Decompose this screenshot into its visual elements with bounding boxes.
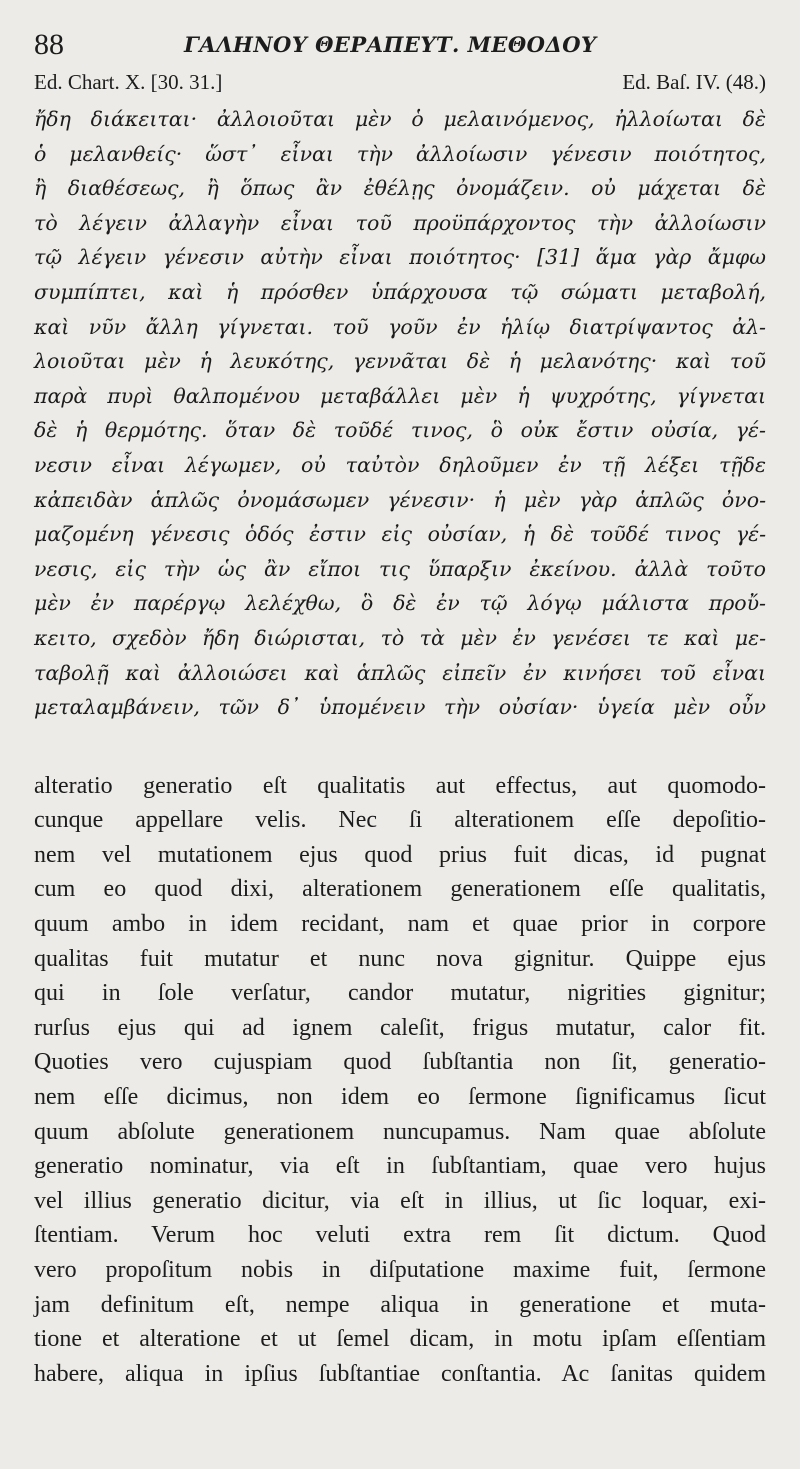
latin-line: cunque appellare velis. Nec ſi alterationem eſſe depoſitio- <box>34 807 766 834</box>
greek-line: τῷ λέγειν γένεσιν αὐτὴν εἶναι ποιότητος· [31] ἅμα γὰρ ἄμφω <box>34 245 766 270</box>
latin-line: nem vel mutationem ejus quod prius fuit dicas, id pugnat <box>34 841 766 868</box>
latin-line: nem eſſe dicimus, non idem eo ſermone ſignificamus ſicut <box>34 1084 766 1111</box>
latin-line: habere, aliqua in ipſius ſubſtantiae conſtantia. Ac ſanitas quidem <box>34 1360 766 1387</box>
section-gap <box>34 725 766 769</box>
latin-line: alteratio generatio eſt qualitatis aut effectus, aut quomodo- <box>34 772 766 799</box>
latin-text-block <box>34 769 766 1392</box>
latin-line: cum eo quod dixi, alterationem generationem eſſe qualitatis, <box>34 876 766 903</box>
latin-line: ſtentiam. Verum hoc veluti extra rem ſit dictum. Quod <box>34 1222 766 1249</box>
greek-line: ἢ διαθέσεως, ἢ ὅπως ἂν ἐθέλῃς ὀνομάζειν. οὐ μάχεται δὲ <box>34 176 766 201</box>
running-title: ΓΑΛΗΝΟΥ ΘΕΡΑΠΕΥΤ. ΜΕΘΟΔΟΥ <box>184 32 597 57</box>
latin-line: quum abſolute generationem nuncupamus. Nam quae abſolute <box>34 1118 766 1145</box>
greek-line: ἤδη διάκειται· ἀλλοιοῦται μὲν ὁ μελαινόμενος, ἠλλοίωται δὲ <box>34 107 766 131</box>
greek-line: ταβολῇ καὶ ἀλλοιώσει καὶ ἁπλῶς εἰπεῖν ἐν κινήσει τοῦ εἶναι <box>34 660 766 685</box>
greek-line: νεσιν εἶναι λέγωμεν, οὐ ταὐτὸν δηλοῦμεν ἐν τῇ λέξει τῇδε <box>34 452 766 477</box>
edition-reference-line <box>34 68 766 98</box>
latin-line: rurſus ejus qui ad ignem caleſit, frigus mutatur, calor fit. <box>34 1014 766 1041</box>
greek-line: μὲν ἐν παρέργῳ λελέχθω, ὃ δὲ ἐν τῷ λόγῳ μάλιστα προὔ- <box>34 591 766 616</box>
latin-line: generatio nominatur, via eſt in ſubſtantiam, quae vero hujus <box>34 1153 766 1180</box>
latin-line: vel illius generatio dicitur, via eſt in illius, ut ſic loquar, exi- <box>34 1187 766 1214</box>
greek-line: μεταλαμβάνειν, τῶν δ᾽ ὑπομένειν τὴν οὐσίαν· ὑγεία μὲν οὖν <box>34 695 766 720</box>
latin-line: vero propoſitum nobis in diſputatione maxime fuit, ſermone <box>34 1257 766 1283</box>
page-number: 88 <box>34 28 64 61</box>
edition-reference-left: Ed. Chart. X. [30. 31.] <box>34 70 223 94</box>
greek-line: λοιοῦται μὲν ἡ λευκότης, γεννᾶται δὲ ἡ μελανότης· καὶ τοῦ <box>34 349 766 374</box>
latin-line: tione et alteratione et ut ſemel dicam, in motu ipſam eſſentiam <box>34 1326 766 1353</box>
latin-line: Quoties vero cujuspiam quod ſubſtantia non ſit, generatio- <box>34 1049 766 1076</box>
latin-line: qui in ſole verſatur, candor mutatur, nigrities gignitur; <box>34 980 766 1007</box>
edition-reference-right: Ed. Baſ. IV. (48.) <box>622 70 766 94</box>
greek-line: κἀπειδὰν ἁπλῶς ὀνομάσωμεν γένεσιν· ἡ μὲν γὰρ ἁπλῶς ὀνο- <box>34 487 766 512</box>
greek-line: ὁ μελανθείς· ὥστ᾽ εἶναι τὴν ἀλλοίωσιν γένεσιν ποιότητος, <box>34 141 766 166</box>
greek-line: τὸ λέγειν ἀλλαγὴν εἶναι τοῦ προϋπάρχοντος τὴν ἀλλοίωσιν <box>34 210 766 235</box>
greek-line: παρὰ πυρὶ θαλπομένου μεταβάλλει μὲν ἡ ψυχρότης, γίγνεται <box>34 383 766 408</box>
greek-line: μαζομένη γένεσις ὁδός ἐστιν εἰς οὐσίαν, ἡ δὲ τοῦδέ τινος γέ- <box>34 522 766 547</box>
latin-line: quum ambo in idem recidant, nam et quae prior in corpore <box>34 911 766 938</box>
greek-line: συμπίπτει, καὶ ἡ πρόσθεν ὑπάρχουσα τῷ σώματι μεταβολή, <box>34 279 766 304</box>
latin-line: jam definitum eſt, nempe aliqua in generatione et muta- <box>34 1291 766 1318</box>
greek-line: κειτο, σχεδὸν ἤδη διώρισται, τὸ τὰ μὲν ἐν γενέσει τε καὶ με- <box>34 625 766 650</box>
page-header <box>34 28 766 68</box>
greek-line: νεσις, εἰς τὴν ὡς ἂν εἴποι τις ὕπαρξιν ἐκείνου. ἀλλὰ τοῦτο <box>34 556 766 581</box>
greek-line: δὲ ἡ θερμότης. ὅταν δὲ τοῦδέ τινος, ὃ οὐκ ἔστιν οὐσία, γέ- <box>34 418 766 443</box>
greek-line: καὶ νῦν ἄλλη γίγνεται. τοῦ γοῦν ἐν ἡλίῳ διατρίψαντος ἀλ- <box>34 314 766 339</box>
greek-text-block <box>34 102 766 725</box>
latin-line: qualitas fuit mutatur et nunc nova gignitur. Quippe ejus <box>34 945 766 972</box>
